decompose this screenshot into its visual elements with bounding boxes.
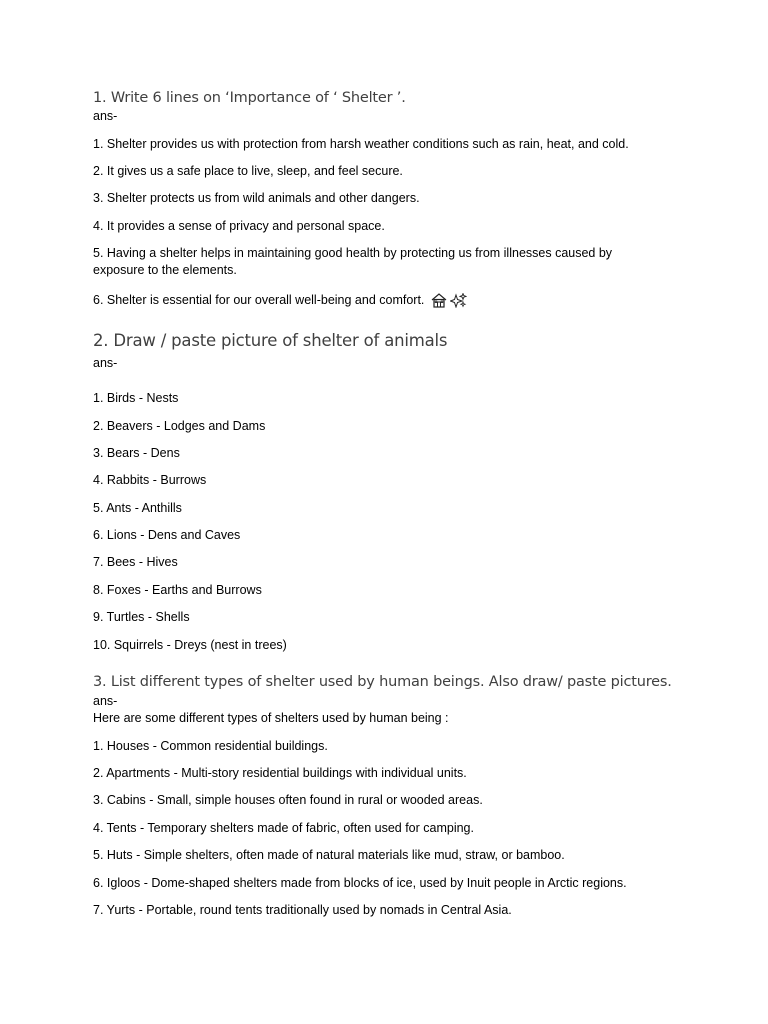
question-3-ans-label: ans- <box>93 694 118 708</box>
q3-item-5: 5. Huts - Simple shelters, often made of natural materials like mud, straw, or bamboo. <box>93 848 565 862</box>
q3-item-6: 6. Igloos - Dome-shaped shelters made from blocks of ice, used by Inuit people in Arctic regions. <box>93 876 627 890</box>
q1-line-3: 3. Shelter protects us from wild animals and other dangers. <box>93 191 420 205</box>
q2-item-1: 1. Birds - Nests <box>93 391 179 405</box>
q1-line-6: 6. Shelter is essential for our overall well-being and comfort. <box>93 293 425 307</box>
q1-line-4: 4. It provides a sense of privacy and personal space. <box>93 219 385 233</box>
sparkles-icon <box>450 293 467 308</box>
q1-line-2: 2. It gives us a safe place to live, sleep, and feel secure. <box>93 164 403 178</box>
q1-line-5: 5. Having a shelter helps in maintaining good health by protecting us from illnesses caused by exposure to the elements. <box>93 246 613 277</box>
q2-item-6: 6. Lions - Dens and Caves <box>93 528 241 542</box>
q2-item-5: 5. Ants - Anthills <box>93 501 182 515</box>
q3-item-7: 7. Yurts - Portable, round tents traditionally used by nomads in Central Asia. <box>93 903 512 917</box>
q2-item-3: 3. Bears - Dens <box>93 446 180 460</box>
question-3-heading: 3. List different types of shelter used by human beings. Also draw/ paste pictures. <box>93 674 672 690</box>
question-2-ans-label: ans- <box>93 356 118 370</box>
q2-item-4: 4. Rabbits - Burrows <box>93 473 207 487</box>
q3-item-4: 4. Tents - Temporary shelters made of fabric, often used for camping. <box>93 821 474 835</box>
question-1-heading: 1. Write 6 lines on ‘Importance of ‘ Shelter ’. <box>93 90 406 106</box>
q3-item-2: 2. Apartments - Multi-story residential buildings with individual units. <box>93 766 467 780</box>
q2-item-9: 9. Turtles - Shells <box>93 610 190 624</box>
house-icon <box>431 293 447 308</box>
q3-item-1: 1. Houses - Common residential buildings. <box>93 739 328 753</box>
question-1-ans-label: ans- <box>93 109 118 123</box>
question-2-heading: 2. Draw / paste picture of shelter of animals <box>93 331 448 350</box>
q2-item-8: 8. Foxes - Earths and Burrows <box>93 583 262 597</box>
q3-intro: Here are some different types of shelters used by human being : <box>93 711 449 725</box>
q2-item-2: 2. Beavers - Lodges and Dams <box>93 419 266 433</box>
q2-item-7: 7. Bees - Hives <box>93 555 178 569</box>
q2-item-10: 10. Squirrels - Dreys (nest in trees) <box>93 638 287 652</box>
q3-item-3: 3. Cabins - Small, simple houses often found in rural or wooded areas. <box>93 793 483 807</box>
q1-line-6-row <box>93 292 467 309</box>
q1-line-1: 1. Shelter provides us with protection from harsh weather conditions such as rain, heat, and cold. <box>93 137 629 151</box>
